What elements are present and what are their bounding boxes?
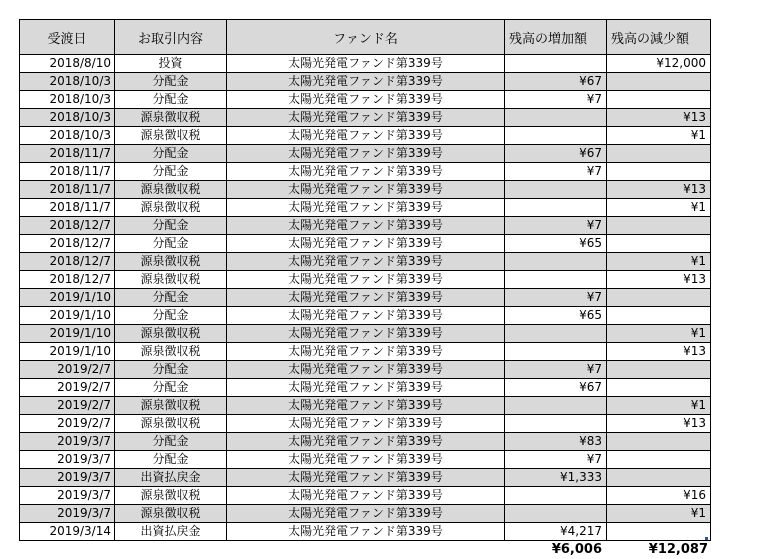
cell-date: 2018/12/7 [20, 217, 115, 235]
cell-type: 分配金 [115, 361, 227, 379]
cell-decrease: ¥13 [607, 109, 711, 127]
table-row [20, 217, 711, 235]
cell-type: 分配金 [115, 163, 227, 181]
cell-date: 2019/2/7 [20, 361, 115, 379]
cell-decrease [607, 361, 711, 379]
cell-type: 源泉徴収税 [115, 415, 227, 433]
table-row [20, 523, 711, 541]
cell-increase: ¥65 [505, 307, 607, 325]
cell-increase: ¥7 [505, 289, 607, 307]
table-row [20, 127, 711, 145]
cell-date: 2019/1/10 [20, 307, 115, 325]
cell-increase [505, 487, 607, 505]
cell-decrease [607, 523, 711, 541]
table-row [20, 379, 711, 397]
cell-type: 分配金 [115, 451, 227, 469]
cell-type: 分配金 [115, 379, 227, 397]
cell-date: 2018/10/3 [20, 127, 115, 145]
table-row [20, 235, 711, 253]
cell-decrease: ¥12,000 [607, 55, 711, 73]
cell-increase: ¥7 [505, 451, 607, 469]
cell-fund: 太陽光発電ファンド第339号 [227, 451, 505, 469]
cell-decrease: ¥16 [607, 487, 711, 505]
cell-decrease [607, 307, 711, 325]
cell-fund: 太陽光発電ファンド第339号 [227, 289, 505, 307]
total-increase: ¥6,006 [551, 542, 602, 557]
cell-fund: 太陽光発電ファンド第339号 [227, 253, 505, 271]
cell-fund: 太陽光発電ファンド第339号 [227, 91, 505, 109]
table-row [20, 325, 711, 343]
cell-fund: 太陽光発電ファンド第339号 [227, 487, 505, 505]
cell-type: 分配金 [115, 289, 227, 307]
table-row [20, 145, 711, 163]
cell-increase [505, 253, 607, 271]
cell-decrease: ¥1 [607, 397, 711, 415]
cell-type: 源泉徴収税 [115, 109, 227, 127]
table-row [20, 181, 711, 199]
cell-date: 2018/10/3 [20, 73, 115, 91]
cell-date: 2018/10/3 [20, 109, 115, 127]
cell-increase: ¥7 [505, 91, 607, 109]
cell-increase [505, 343, 607, 361]
cell-fund: 太陽光発電ファンド第339号 [227, 145, 505, 163]
cell-date: 2018/11/7 [20, 181, 115, 199]
cell-date: 2018/8/10 [20, 55, 115, 73]
header-increase: 残高の増加額 [505, 20, 607, 55]
cell-decrease [607, 433, 711, 451]
cell-decrease: ¥13 [607, 181, 711, 199]
cell-decrease: ¥13 [607, 343, 711, 361]
cell-fund: 太陽光発電ファンド第339号 [227, 109, 505, 127]
cell-date: 2018/10/3 [20, 91, 115, 109]
cell-decrease [607, 289, 711, 307]
cell-type: 源泉徴収税 [115, 199, 227, 217]
cell-type: 分配金 [115, 307, 227, 325]
cell-increase [505, 199, 607, 217]
cell-increase [505, 127, 607, 145]
cell-fund: 太陽光発電ファンド第339号 [227, 163, 505, 181]
cell-fund: 太陽光発電ファンド第339号 [227, 469, 505, 487]
cell-date: 2019/3/7 [20, 469, 115, 487]
cell-increase [505, 109, 607, 127]
cell-increase: ¥67 [505, 73, 607, 91]
table-row [20, 73, 711, 91]
table-row [20, 55, 711, 73]
cell-type: 分配金 [115, 433, 227, 451]
cell-fund: 太陽光発電ファンド第339号 [227, 127, 505, 145]
cell-decrease [607, 451, 711, 469]
cell-fund: 太陽光発電ファンド第339号 [227, 307, 505, 325]
cell-date: 2019/3/7 [20, 451, 115, 469]
cell-decrease [607, 91, 711, 109]
cell-decrease: ¥1 [607, 505, 711, 523]
table-row [20, 343, 711, 361]
cell-increase [505, 271, 607, 289]
cell-type: 分配金 [115, 217, 227, 235]
cell-fund: 太陽光発電ファンド第339号 [227, 361, 505, 379]
cell-increase: ¥83 [505, 433, 607, 451]
cell-fund: 太陽光発電ファンド第339号 [227, 523, 505, 541]
table-row [20, 361, 711, 379]
table-row [20, 109, 711, 127]
cell-decrease: ¥13 [607, 271, 711, 289]
table-body [20, 55, 711, 541]
cell-date: 2018/12/7 [20, 235, 115, 253]
cell-decrease [607, 235, 711, 253]
header-decrease: 残高の減少額 [607, 20, 711, 55]
cell-type: 源泉徴収税 [115, 271, 227, 289]
fill-handle-marker [705, 537, 708, 540]
cell-type: 投資 [115, 55, 227, 73]
cell-fund: 太陽光発電ファンド第339号 [227, 343, 505, 361]
cell-fund: 太陽光発電ファンド第339号 [227, 181, 505, 199]
cell-decrease: ¥1 [607, 127, 711, 145]
cell-date: 2018/11/7 [20, 199, 115, 217]
cell-increase [505, 397, 607, 415]
cell-date: 2019/1/10 [20, 289, 115, 307]
cell-increase: ¥7 [505, 217, 607, 235]
cell-type: 出資払戻金 [115, 469, 227, 487]
cell-increase: ¥7 [505, 361, 607, 379]
cell-date: 2019/2/7 [20, 415, 115, 433]
table-row [20, 91, 711, 109]
cell-fund: 太陽光発電ファンド第339号 [227, 199, 505, 217]
cell-date: 2019/2/7 [20, 379, 115, 397]
cell-fund: 太陽光発電ファンド第339号 [227, 73, 505, 91]
cell-decrease: ¥1 [607, 325, 711, 343]
cell-decrease: ¥1 [607, 253, 711, 271]
table-header-row [20, 20, 711, 55]
cell-decrease [607, 469, 711, 487]
transaction-table [19, 19, 711, 541]
cell-type: 分配金 [115, 235, 227, 253]
cell-decrease [607, 217, 711, 235]
cell-fund: 太陽光発電ファンド第339号 [227, 505, 505, 523]
cell-increase [505, 181, 607, 199]
cell-increase: ¥1,333 [505, 469, 607, 487]
table-row [20, 163, 711, 181]
table-row [20, 271, 711, 289]
cell-increase: ¥67 [505, 145, 607, 163]
header-type: お取引内容 [115, 20, 227, 55]
cell-date: 2018/12/7 [20, 253, 115, 271]
cell-fund: 太陽光発電ファンド第339号 [227, 325, 505, 343]
cell-date: 2018/12/7 [20, 271, 115, 289]
cell-type: 分配金 [115, 145, 227, 163]
cell-fund: 太陽光発電ファンド第339号 [227, 433, 505, 451]
cell-increase [505, 55, 607, 73]
cell-increase: ¥65 [505, 235, 607, 253]
cell-fund: 太陽光発電ファンド第339号 [227, 397, 505, 415]
cell-type: 源泉徴収税 [115, 343, 227, 361]
table-row [20, 307, 711, 325]
table-row [20, 505, 711, 523]
cell-type: 源泉徴収税 [115, 397, 227, 415]
cell-increase [505, 505, 607, 523]
cell-fund: 太陽光発電ファンド第339号 [227, 415, 505, 433]
cell-date: 2019/3/14 [20, 523, 115, 541]
cell-increase: ¥7 [505, 163, 607, 181]
cell-date: 2019/2/7 [20, 397, 115, 415]
table-row [20, 397, 711, 415]
cell-decrease [607, 163, 711, 181]
cell-date: 2019/3/7 [20, 433, 115, 451]
table-row [20, 451, 711, 469]
cell-date: 2019/3/7 [20, 487, 115, 505]
cell-type: 源泉徴収税 [115, 505, 227, 523]
cell-type: 分配金 [115, 73, 227, 91]
cell-fund: 太陽光発電ファンド第339号 [227, 379, 505, 397]
table-row [20, 433, 711, 451]
cell-type: 出資払戻金 [115, 523, 227, 541]
header-date: 受渡日 [20, 20, 115, 55]
cell-decrease: ¥13 [607, 415, 711, 433]
cell-fund: 太陽光発電ファンド第339号 [227, 235, 505, 253]
cell-increase: ¥4,217 [505, 523, 607, 541]
cell-fund: 太陽光発電ファンド第339号 [227, 55, 505, 73]
cell-type: 源泉徴収税 [115, 325, 227, 343]
table-row [20, 469, 711, 487]
cell-type: 源泉徴収税 [115, 181, 227, 199]
cell-date: 2018/11/7 [20, 145, 115, 163]
cell-decrease: ¥1 [607, 199, 711, 217]
table-row [20, 415, 711, 433]
cell-date: 2019/1/10 [20, 343, 115, 361]
cell-increase: ¥67 [505, 379, 607, 397]
cell-type: 源泉徴収税 [115, 253, 227, 271]
total-decrease: ¥12,087 [648, 542, 708, 557]
cell-decrease [607, 73, 711, 91]
cell-type: 分配金 [115, 91, 227, 109]
cell-date: 2019/1/10 [20, 325, 115, 343]
cell-decrease [607, 379, 711, 397]
cell-fund: 太陽光発電ファンド第339号 [227, 217, 505, 235]
table-row [20, 253, 711, 271]
cell-date: 2019/3/7 [20, 505, 115, 523]
table-row [20, 199, 711, 217]
cell-date: 2018/11/7 [20, 163, 115, 181]
cell-increase [505, 415, 607, 433]
table-row [20, 487, 711, 505]
cell-type: 源泉徴収税 [115, 487, 227, 505]
cell-decrease [607, 145, 711, 163]
cell-increase [505, 325, 607, 343]
table-row [20, 289, 711, 307]
cell-type: 源泉徴収税 [115, 127, 227, 145]
cell-fund: 太陽光発電ファンド第339号 [227, 271, 505, 289]
header-fund: ファンド名 [227, 20, 505, 55]
